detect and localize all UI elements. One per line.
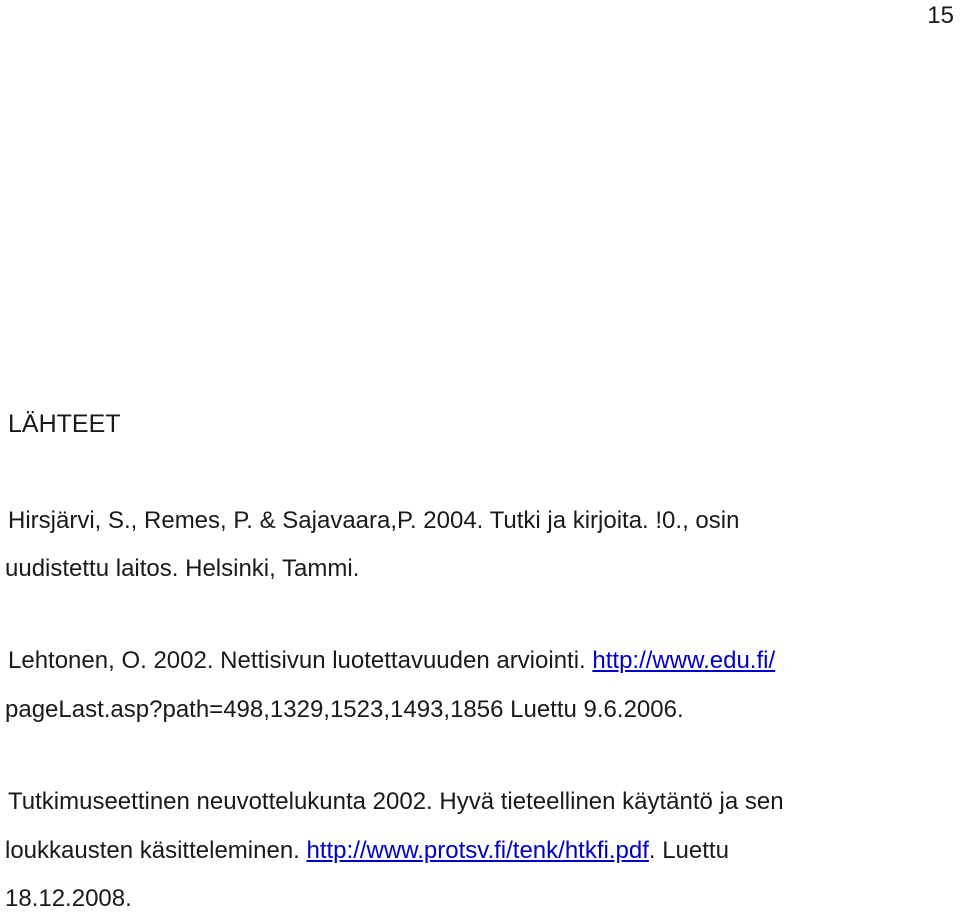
reference-tenk-text: loukkausten käsitteleminen. xyxy=(5,837,307,864)
reference-tenk-text-after: . Luettu xyxy=(648,837,729,864)
reference-lehtonen-line-1 xyxy=(8,646,775,676)
reference-tenk-link[interactable]: http://www.protsv.fi/tenk/htkfi.pdf xyxy=(306,837,649,864)
reference-hirsjarvi-line-2: uudistettu laitos. Helsinki, Tammi. xyxy=(5,555,360,582)
reference-lehtonen-line-2: pageLast.asp?path=498,1329,1523,1493,1856 Luettu 9.6.2006. xyxy=(5,696,684,723)
reference-tenk-line-3: 18.12.2008. xyxy=(5,885,132,912)
reference-lehtonen-link[interactable]: http://www.edu.fi/ xyxy=(592,647,776,674)
page-number: 15 xyxy=(927,2,954,29)
reference-tenk-line-2 xyxy=(5,836,729,866)
reference-lehtonen-text: Lehtonen, O. 2002. Nettisivun luotettavuuden arviointi. xyxy=(8,647,593,674)
reference-hirsjarvi-line-1: Hirsjärvi, S., Remes, P. & Sajavaara,P. 2004. Tutki ja kirjoita. !0., osin xyxy=(8,507,740,534)
reference-tenk-line-1: Tutkimuseettinen neuvottelukunta 2002. Hyvä tieteellinen käytäntö ja sen xyxy=(8,788,784,815)
page-title: LÄHTEET xyxy=(8,410,121,438)
